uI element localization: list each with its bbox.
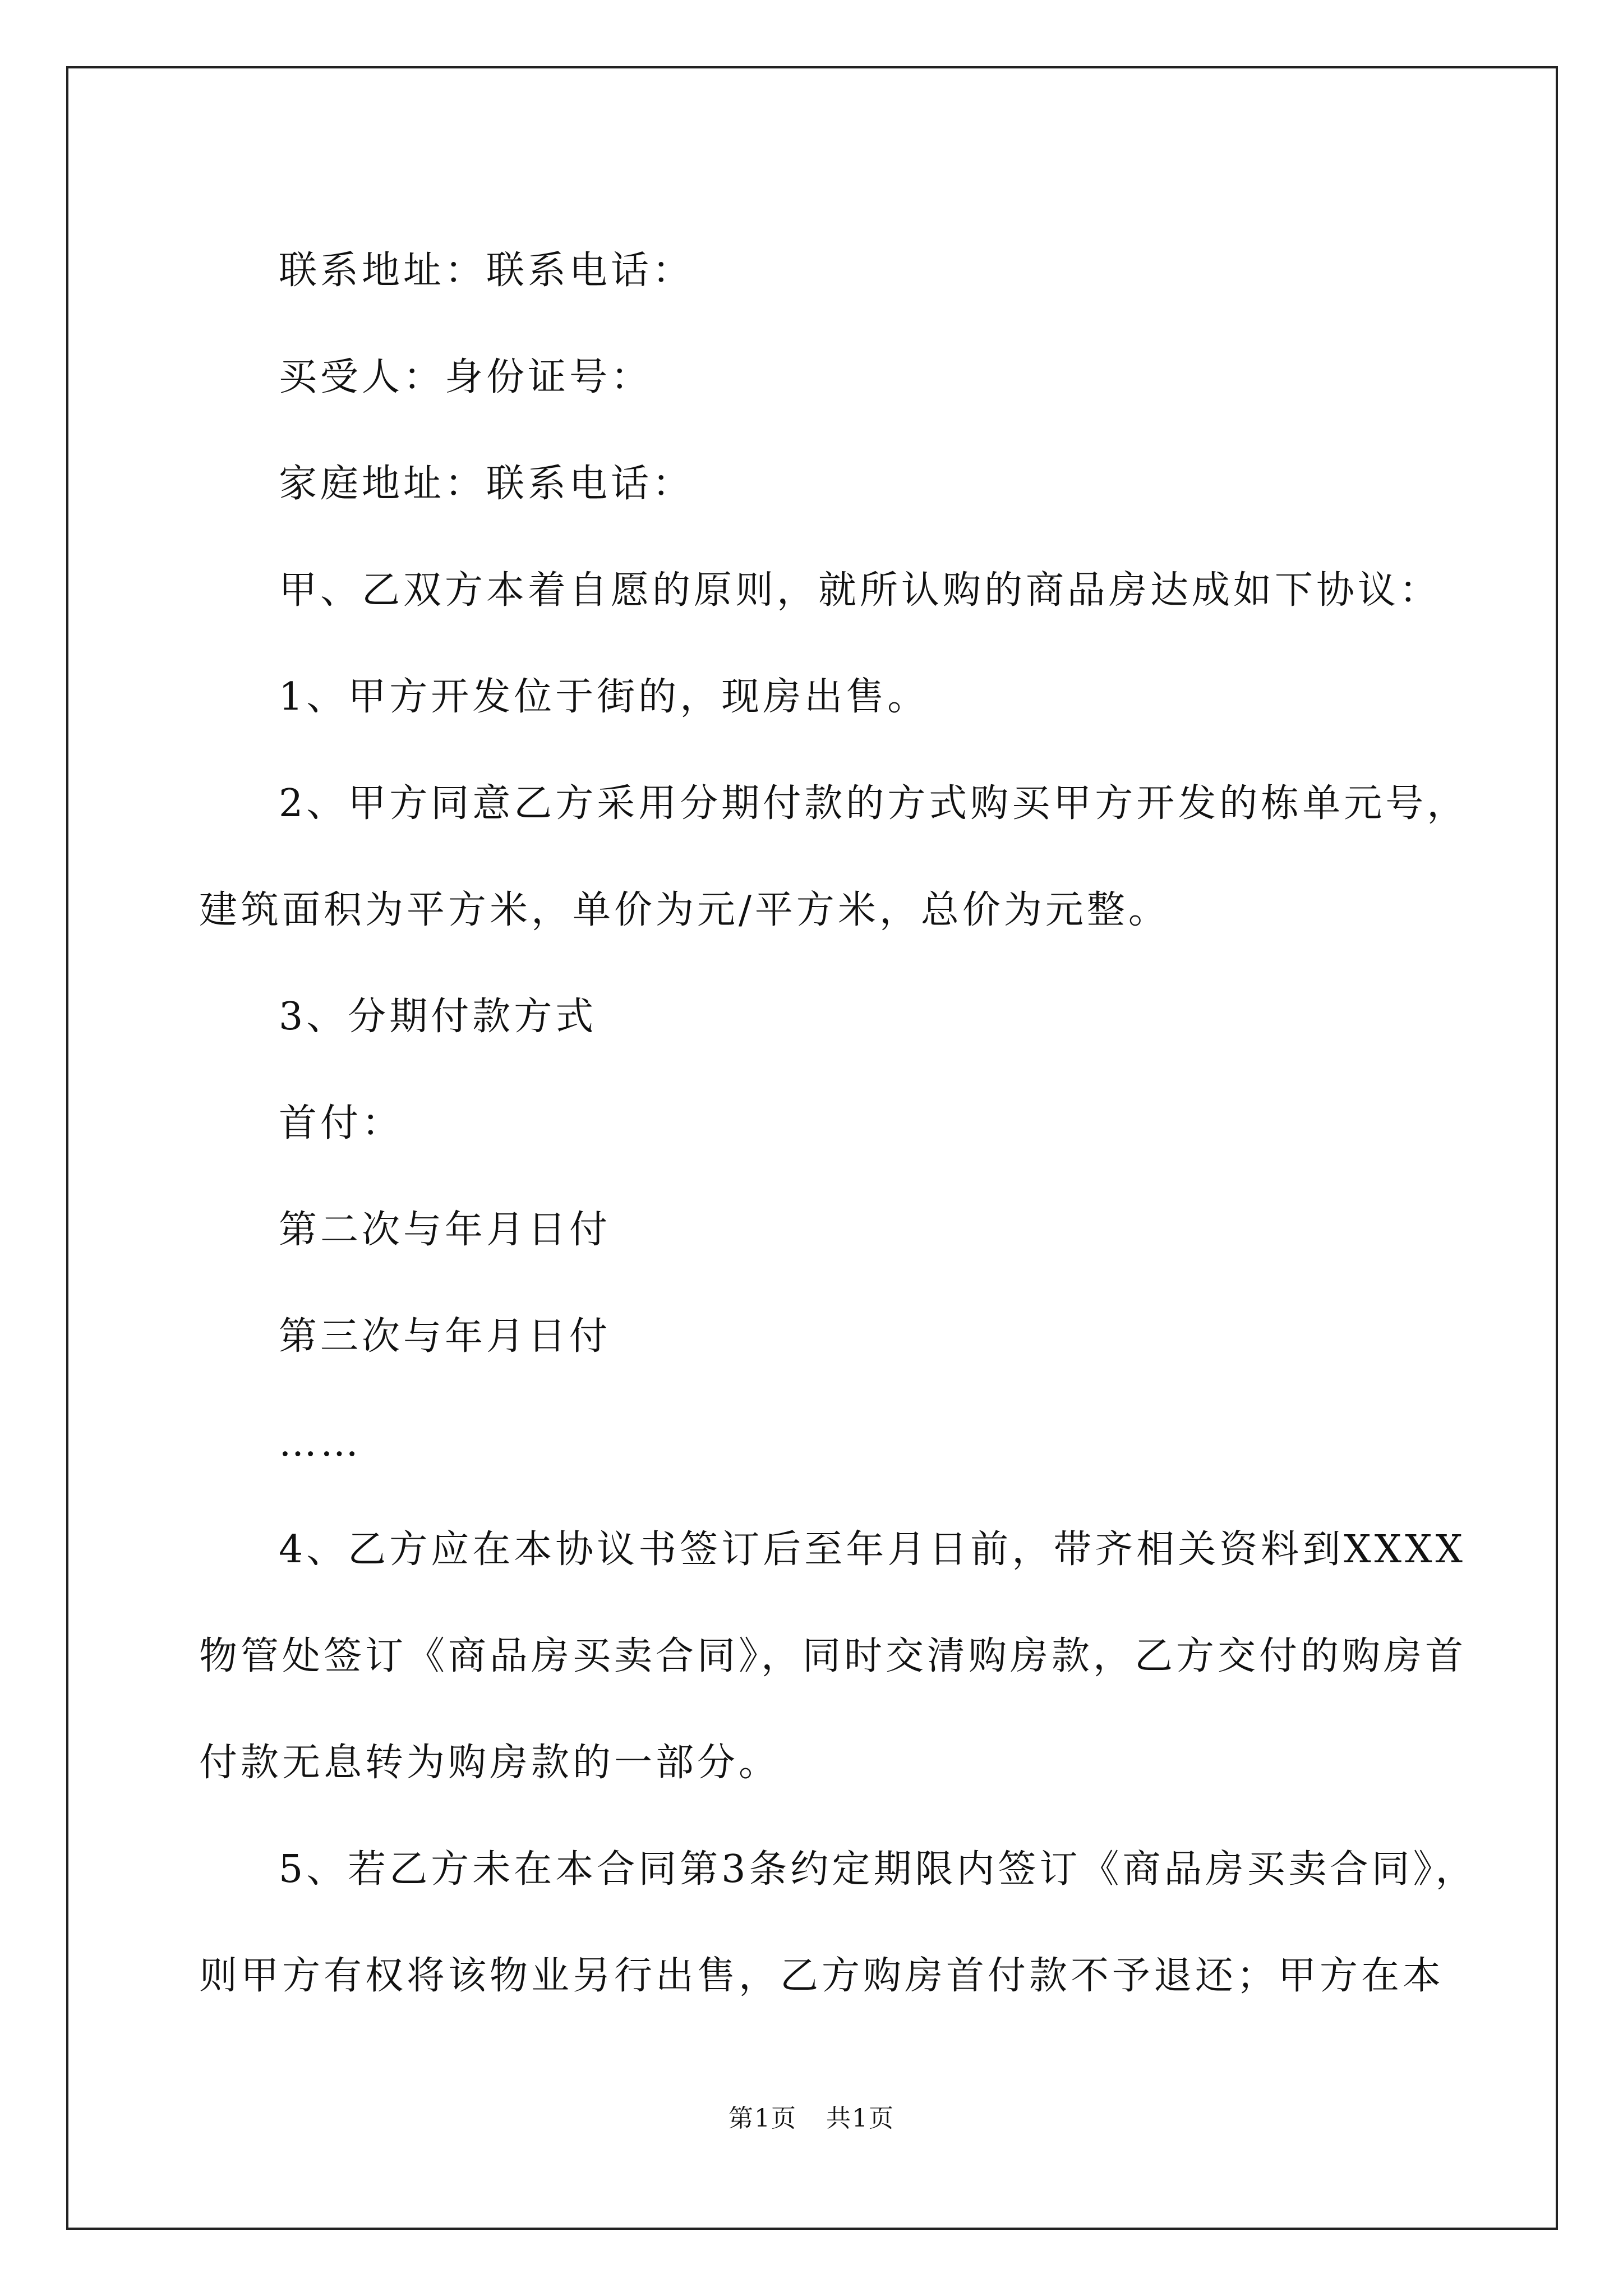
paragraph-contact-address: 联系地址：联系电话： [279,249,694,293]
clause-4-line-3: 付款无息转为购房款的一部分。 [199,1741,781,1785]
clause-2-line-1: 2、甲方同意乙方采用分期付款的方式购买甲方开发的栋单元号， [279,781,1469,826]
clause-3: 3、分期付款方式 [279,995,597,1039]
page-total: 共1页 [826,2104,895,2133]
ellipsis-line: …… [279,1421,362,1465]
clause-1: 1、甲方开发位于街的，现房出售。 [279,675,929,719]
page-number: 第1页 [728,2104,797,2133]
paragraph-home-address: 家庭地址：联系电话： [279,462,694,506]
clause-5-line-2: 则甲方有权将该物业另行出售，乙方购房首付款不予退还；甲方在本 [199,1954,1445,1998]
second-payment-line: 第二次与年月日付 [279,1208,611,1252]
page-footer [0,2098,1623,2134]
third-payment-line: 第三次与年月日付 [279,1314,611,1359]
document-body [199,218,1477,2030]
clause-4-line-2: 物管处签订《商品房买卖合同》，同时交清购房款，乙方交付的购房首 [199,1634,1467,1678]
clause-5-line-1: 5、若乙方未在本合同第3条约定期限内签订《商品房买卖合同》， [279,1847,1477,1892]
paragraph-buyer-id: 买受人：身份证号： [279,355,653,399]
clause-4-line-1: 4、乙方应在本协议书签订后至年月日前，带齐相关资料到XXXX [279,1527,1466,1572]
clause-2-line-2: 建筑面积为平方米，单价为元/平方米，总价为元整。 [199,888,1170,932]
down-payment-line: 首付： [279,1101,404,1145]
paragraph-agreement-intro: 甲、乙双方本着自愿的原则，就所认购的商品房达成如下协议： [279,568,1441,613]
